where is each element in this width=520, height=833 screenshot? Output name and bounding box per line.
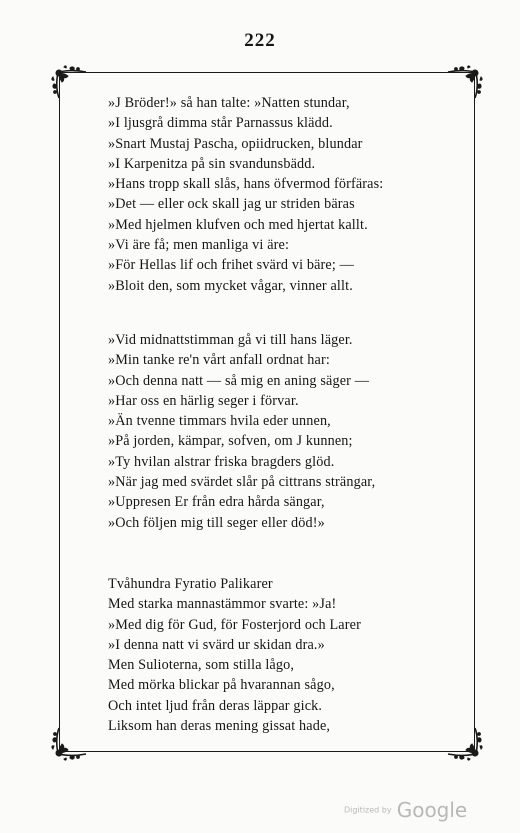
verse-line: Och intet ljud från deras läppar gick. (108, 697, 323, 714)
verse-line: Liksom han deras mening gissat hade, (108, 718, 331, 735)
verse-line: »Med dig för Gud, för Fosterjord och Larer (108, 616, 361, 633)
verse-line: »Det — eller ock skall jag ur striden bäras (108, 196, 355, 213)
verse-line: »Har oss en härlig seger i förvar. (108, 392, 299, 409)
verse-line: »Snart Mustaj Pascha, opiidrucken, blundar (108, 135, 363, 152)
verse-line: »Och denna natt — så mig en aning säger — (108, 372, 370, 389)
verse-line: »Ty hvilan alstrar friska bragders glöd. (108, 453, 335, 470)
verse-line: »Bloit den, som mycket vågar, vinner allt. (108, 277, 353, 294)
verse-line: »Vid midnattstimman gå vi till hans läger. (108, 332, 353, 348)
verse-line: Tvåhundra Fyratio Palikarer (108, 576, 273, 592)
verse-line: »I denna natt vi svärd ur skidan dra.» (108, 636, 325, 653)
verse-line: »Min tanke re'n vårt anfall ordnat har: (108, 352, 330, 369)
verse-line: »I ljusgrå dimma står Parnassus klädd. (108, 115, 333, 132)
verse-line: Med starka mannastämmor svarte: »Ja! (108, 596, 337, 613)
corner-ornament-icon (50, 64, 94, 104)
verse-line: »På jorden, kämpar, sofven, om J kunnen; (108, 433, 353, 450)
verse-line: »Hans tropp skall slås, hans öfvermod förfäras: (108, 176, 384, 193)
verse-line: »När jag med svärdet slår på cittrans strängar, (108, 474, 376, 491)
verse-line: »Och följen mig till seger eller död!» (108, 514, 325, 531)
verse-line: Med mörka blickar på hvarannan sågo, (108, 677, 335, 694)
verse-line: »Än tvenne timmars hvila eder unnen, (108, 413, 331, 430)
poem-stanza (108, 93, 468, 296)
corner-ornament-icon (50, 722, 94, 762)
page-number: 222 (244, 30, 276, 51)
digitized-by-watermark (344, 798, 467, 822)
poem-stanza (108, 574, 468, 736)
verse-line: »Uppresen Er från edra hårda sängar, (108, 494, 325, 511)
verse-line: Men Sulioterna, som stilla lågo, (108, 657, 295, 674)
verse-line: »J Bröder!» så han talte: »Natten stundar, (108, 95, 350, 111)
verse-line: »För Hellas lif och frihet svärd vi bäre; — (108, 257, 354, 274)
watermark-brand: Google (396, 798, 468, 822)
verse-line: »Vi äre få; men manliga vi äre: (108, 237, 290, 254)
verse-line: »I Karpenitza på sin svandunsbädd. (108, 155, 316, 172)
watermark-prefix: Digitized by (344, 805, 392, 815)
poem-stanza (108, 330, 468, 533)
verse-line: »Med hjelmen klufven och med hjertat kallt. (108, 216, 368, 233)
